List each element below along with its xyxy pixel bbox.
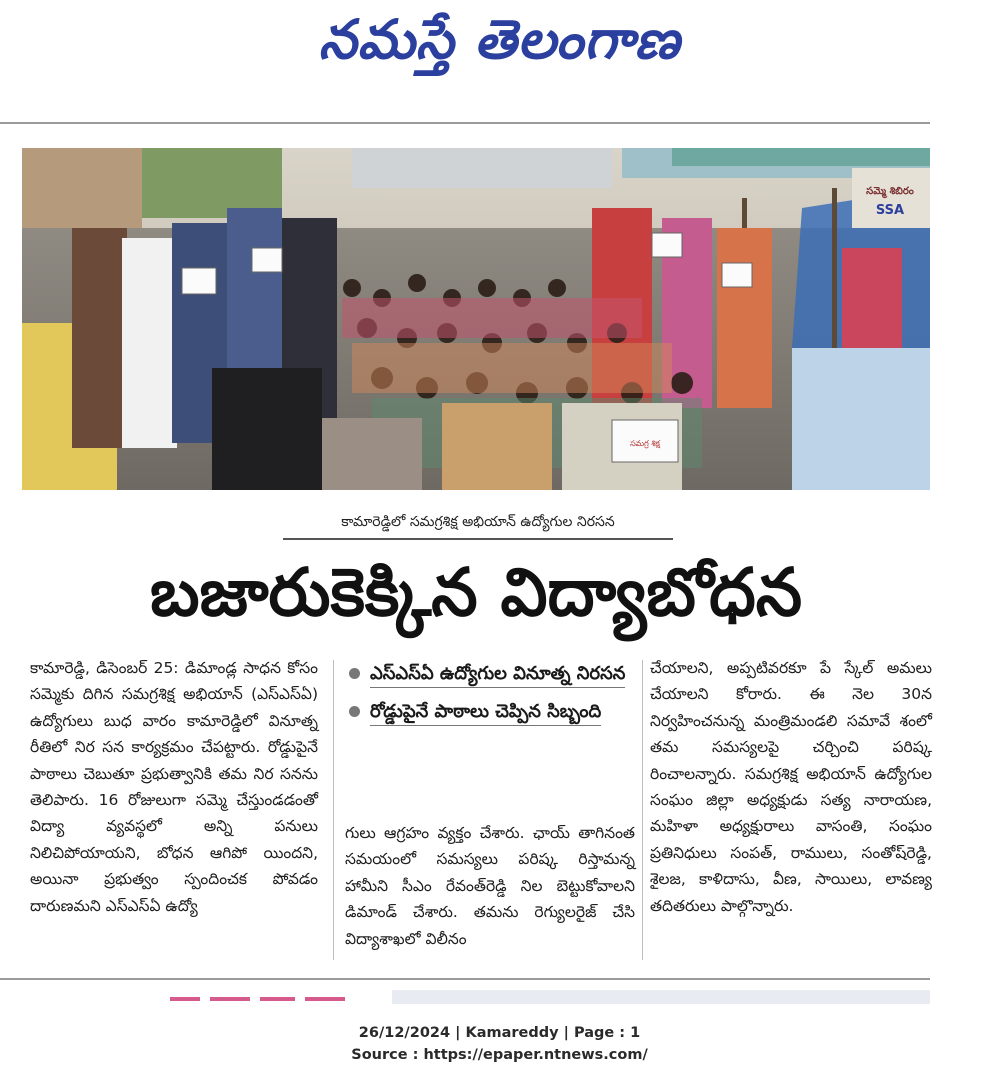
- masthead-divider: [0, 122, 930, 124]
- article-highlights: [345, 660, 635, 736]
- article-column-3: చేయాలని, అప్పటివరకూ పే స్కేల్ అమలు చేయాలని కోరారు. ఈ నెల 30న నిర్వహించనున్న మంత్రిమండలి సమావే శంలో తమ సమస్యలపై చర్చించి పరిష్క రించాలన్నారు. సమగ్రశిక్ష అభియాన్ ఉద్యోగుల సంఘం జిల్లా అధ్యక్షుడు సత్య నారాయణ, మహిళా అధ్యక్షురాలు వాసంతి, సంఘం ప్రతినిధులు సంపత్, రాములు, సంతోష్‌రెడ్డి, శైలజ, కాళిదాసు, వీణ, సాయిలు, లావణ్య తదితరులు పాల్గొన్నారు.: [650, 659, 932, 915]
- masthead: [0, 0, 999, 100]
- highlight-text: రోడ్డుపైనే పాఠాలు చెప్పిన సిబ్బంది: [370, 698, 601, 726]
- column-divider: [642, 660, 643, 960]
- next-photo-strip: [392, 990, 930, 1004]
- footer-date-page: 26/12/2024 | Kamareddy | Page : 1: [358, 1025, 641, 1041]
- page-bottom-divider: [0, 978, 930, 980]
- column-divider: [333, 660, 334, 960]
- highlight-text: ఎస్ఎస్ఏ ఉద్యోగుల వినూత్న నిరసన: [370, 660, 625, 688]
- article-headline: బజారుకెక్కిన విద్యాబోధన: [149, 554, 803, 631]
- article-photo: [22, 148, 930, 490]
- bullet-icon: [349, 706, 360, 717]
- banner-tag: SSA: [875, 203, 905, 218]
- article-column-2: గులు ఆగ్రహం వ్యక్తం చేశారు. ఛాయ్ తాగినంత సమయంలో సమస్యలు పరిష్క రిస్తామన్న హామీని సీఎం రేవంత్‌రెడ్డి నిల బెట్టుకోవాలని డిమాండ్ చేశారు. తమను రెగ్యులరైజ్ చేసి విద్యాశాఖలో విలీనం: [345, 824, 635, 948]
- article-kicker: కామారెడ్డిలో సమగ్రశిక్ష అభియాన్ ఉద్యోగుల నిరసన: [283, 514, 673, 540]
- footer-source: Source : https://epaper.ntnews.com/: [351, 1047, 648, 1063]
- bullet-icon: [349, 668, 360, 679]
- placard-text: సమగ్ర శిక్ష: [630, 439, 660, 448]
- banner-text: సమ్మె శిబిరం: [866, 186, 914, 197]
- protest-photo-illustration: [22, 148, 930, 490]
- article-column-1: కామారెడ్డి, డిసెంబర్ 25: డిమాండ్ల సాధన కోసం సమ్మెకు దిగిన సమగ్రశిక్ష అభియాన్ (ఎస్ఎస్ఏ) ఉద్యోగులు బుధ వారం కామారెడ్డిలో వినూత్న రీతిలో నిర సన కార్యక్రమం చేపట్టారు. రోడ్డుపైనే పాఠాలు చెబుతూ ప్రభుత్వానికి తమ నిర సనను తెలిపారు. 16 రోజులుగా సమ్మె చేస్తుండడంతో విద్యా వ్యవస్థలో అన్ని పనులు నిలిచిపోయాయని, బోధన ఆగిపో యిందని, అయినా ప్రభుత్వం స్పందించక పోవడం దారుణమని ఎస్ఎస్ఏ ఉద్యో: [30, 659, 318, 915]
- cropped-text-fragment: [150, 991, 360, 1005]
- next-article-strip: [150, 990, 360, 1004]
- highlight-item: [345, 660, 635, 688]
- newspaper-title: నమస్తే తెలంగాణ: [318, 8, 681, 71]
- highlight-item: [345, 698, 635, 726]
